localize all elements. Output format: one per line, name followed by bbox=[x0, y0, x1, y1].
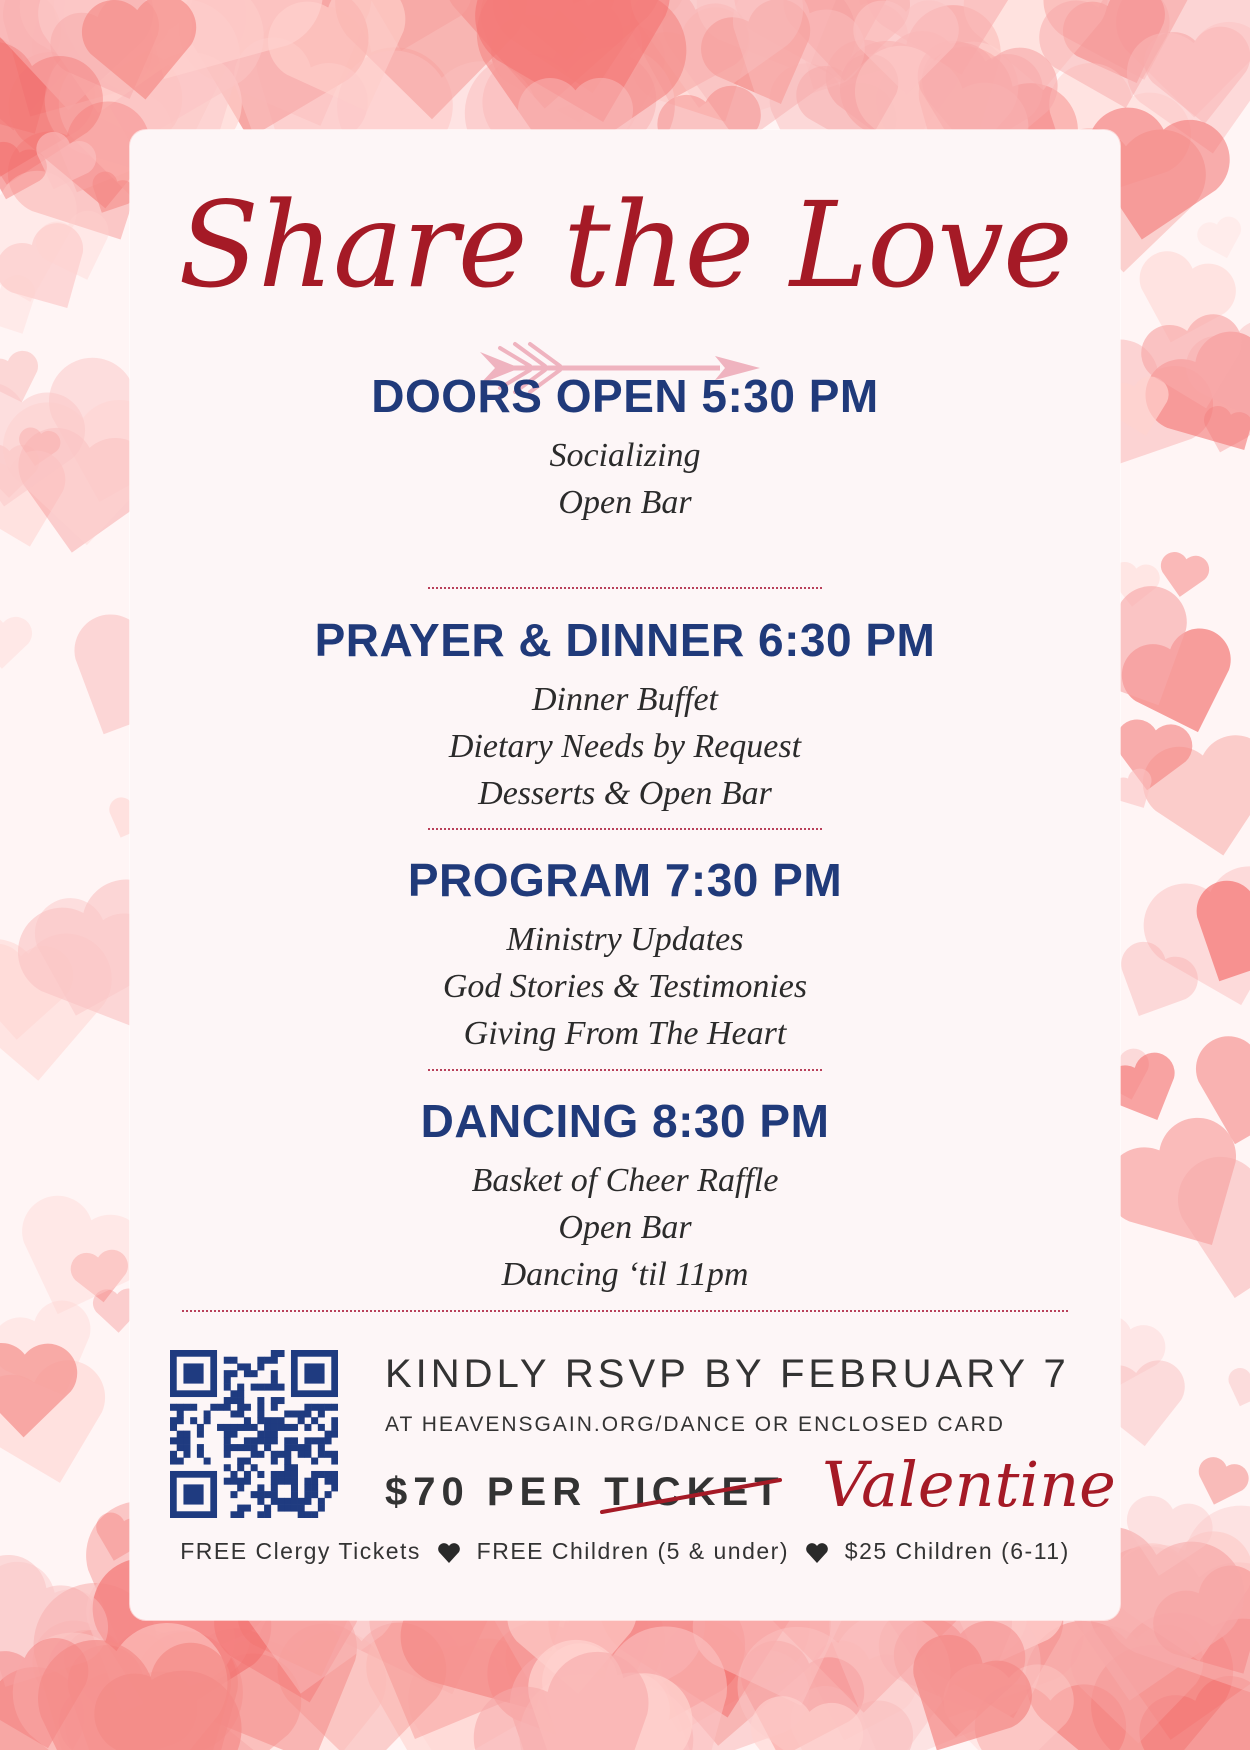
qr-module bbox=[230, 1511, 237, 1518]
qr-module bbox=[331, 1484, 338, 1491]
qr-module bbox=[311, 1511, 318, 1518]
qr-module bbox=[224, 1451, 231, 1458]
qr-module bbox=[244, 1437, 251, 1444]
qr-module bbox=[210, 1404, 217, 1411]
qr-module bbox=[318, 1444, 325, 1451]
struck-word-wrap bbox=[604, 1470, 784, 1515]
qr-module bbox=[298, 1505, 305, 1512]
qr-module bbox=[204, 1458, 211, 1465]
qr-module bbox=[264, 1431, 271, 1438]
qr-module bbox=[278, 1498, 285, 1505]
qr-module bbox=[230, 1471, 237, 1478]
qr-module bbox=[197, 1444, 204, 1451]
qr-module bbox=[244, 1458, 251, 1465]
qr-module bbox=[183, 1444, 190, 1451]
qr-module bbox=[304, 1491, 311, 1498]
qr-module bbox=[291, 1410, 298, 1417]
qr-module bbox=[257, 1491, 264, 1498]
qr-module bbox=[177, 1417, 184, 1424]
qr-module bbox=[291, 1484, 298, 1491]
qr-module bbox=[271, 1370, 278, 1377]
qr-module bbox=[237, 1390, 244, 1397]
qr-module bbox=[230, 1390, 237, 1397]
qr-module bbox=[291, 1498, 298, 1505]
footer-children-free: FREE Children (5 & under) bbox=[476, 1538, 790, 1564]
qr-module bbox=[183, 1451, 190, 1458]
event-title: Share the Love bbox=[178, 176, 1072, 314]
background-heart bbox=[1194, 214, 1248, 265]
qr-module bbox=[190, 1417, 197, 1424]
qr-code[interactable] bbox=[170, 1350, 338, 1518]
qr-module bbox=[237, 1410, 244, 1417]
qr-module bbox=[224, 1424, 231, 1431]
qr-module bbox=[278, 1384, 285, 1391]
qr-module bbox=[331, 1478, 338, 1485]
price-prefix: $70 PER bbox=[385, 1470, 605, 1514]
qr-module bbox=[237, 1424, 244, 1431]
qr-module bbox=[325, 1431, 332, 1438]
qr-module bbox=[183, 1437, 190, 1444]
qr-module bbox=[230, 1431, 237, 1438]
qr-module bbox=[284, 1444, 291, 1451]
qr-module bbox=[325, 1404, 332, 1411]
qr-module bbox=[244, 1471, 251, 1478]
qr-module bbox=[304, 1404, 311, 1411]
qr-module bbox=[304, 1437, 311, 1444]
qr-module bbox=[318, 1505, 325, 1512]
section-heading: PROGRAM 7:30 PM bbox=[407, 854, 843, 906]
qr-module bbox=[237, 1363, 244, 1370]
qr-module bbox=[244, 1417, 251, 1424]
qr-module bbox=[304, 1424, 311, 1431]
qr-module bbox=[291, 1478, 298, 1485]
qr-module bbox=[298, 1410, 305, 1417]
qr-module bbox=[177, 1404, 184, 1411]
section-item: Open Bar bbox=[558, 1209, 692, 1246]
qr-module bbox=[177, 1410, 184, 1417]
qr-module bbox=[311, 1404, 318, 1411]
ticket-footer bbox=[130, 1538, 1120, 1565]
qr-module bbox=[257, 1397, 264, 1404]
qr-module bbox=[230, 1424, 237, 1431]
qr-module bbox=[271, 1397, 278, 1404]
qr-module bbox=[291, 1471, 298, 1478]
qr-module bbox=[311, 1491, 318, 1498]
qr-module bbox=[304, 1363, 324, 1383]
qr-module bbox=[257, 1511, 264, 1518]
section-item: Dietary Needs by Request bbox=[448, 728, 802, 765]
qr-module bbox=[230, 1397, 237, 1404]
qr-module bbox=[271, 1350, 278, 1357]
section-heading: DOORS OPEN 5:30 PM bbox=[371, 370, 879, 422]
qr-module bbox=[318, 1498, 325, 1505]
qr-module bbox=[237, 1397, 244, 1404]
qr-module bbox=[298, 1498, 305, 1505]
qr-module bbox=[251, 1437, 258, 1444]
section-item: God Stories & Testimonies bbox=[442, 968, 808, 1005]
qr-module bbox=[278, 1417, 285, 1424]
qr-module bbox=[284, 1464, 291, 1471]
qr-module bbox=[304, 1484, 311, 1491]
qr-module bbox=[237, 1458, 244, 1465]
qr-module bbox=[271, 1384, 278, 1391]
qr-module bbox=[183, 1484, 203, 1504]
qr-module bbox=[271, 1471, 278, 1478]
divider bbox=[428, 587, 822, 589]
qr-module bbox=[271, 1437, 278, 1444]
qr-module bbox=[325, 1478, 332, 1485]
section-dancing bbox=[130, 1093, 1120, 1298]
qr-module bbox=[224, 1397, 231, 1404]
qr-module bbox=[224, 1478, 231, 1485]
qr-module bbox=[177, 1437, 184, 1444]
section-doors-open bbox=[130, 368, 1120, 526]
qr-module bbox=[170, 1451, 177, 1458]
background-heart bbox=[1190, 1453, 1250, 1512]
qr-module bbox=[311, 1484, 318, 1491]
price-struck-word: TICKET bbox=[604, 1470, 785, 1514]
qr-module bbox=[177, 1458, 184, 1465]
heart-icon bbox=[437, 1542, 461, 1564]
qr-module bbox=[298, 1511, 305, 1518]
qr-module bbox=[197, 1451, 204, 1458]
qr-module bbox=[271, 1491, 278, 1498]
qr-module bbox=[183, 1431, 190, 1438]
qr-module bbox=[284, 1410, 291, 1417]
qr-module bbox=[224, 1404, 231, 1411]
qr-module bbox=[237, 1484, 244, 1491]
qr-module bbox=[311, 1458, 318, 1465]
qr-module bbox=[257, 1384, 264, 1391]
qr-module bbox=[278, 1424, 285, 1431]
divider bbox=[428, 828, 822, 830]
qr-module bbox=[331, 1431, 338, 1438]
section-program bbox=[130, 852, 1120, 1057]
qr-module bbox=[257, 1404, 264, 1411]
rsvp-website: AT HEAVENSGAIN.ORG/DANCE OR ENCLOSED CARD bbox=[385, 1413, 1005, 1436]
qr-module bbox=[217, 1404, 224, 1411]
qr-module bbox=[257, 1431, 264, 1438]
qr-module bbox=[224, 1370, 231, 1377]
qr-module bbox=[230, 1478, 237, 1485]
qr-module bbox=[230, 1491, 237, 1498]
qr-module bbox=[331, 1424, 338, 1431]
qr-module bbox=[318, 1424, 325, 1431]
qr-module bbox=[257, 1437, 264, 1444]
qr-module bbox=[237, 1384, 244, 1391]
qr-module bbox=[237, 1464, 244, 1471]
qr-module bbox=[318, 1451, 325, 1458]
qr-module bbox=[284, 1471, 291, 1478]
qr-module bbox=[264, 1511, 271, 1518]
qr-module bbox=[264, 1417, 271, 1424]
qr-module bbox=[230, 1370, 237, 1377]
qr-module bbox=[271, 1404, 278, 1411]
qr-module bbox=[224, 1384, 231, 1391]
qr-module bbox=[271, 1478, 278, 1485]
qr-module bbox=[230, 1444, 237, 1451]
qr-module bbox=[244, 1370, 251, 1377]
qr-module bbox=[251, 1491, 258, 1498]
qr-module bbox=[244, 1424, 251, 1431]
qr-module bbox=[257, 1498, 264, 1505]
qr-module bbox=[331, 1451, 338, 1458]
section-item: Basket of Cheer Raffle bbox=[471, 1162, 779, 1199]
qr-module bbox=[177, 1431, 184, 1438]
qr-module bbox=[304, 1478, 311, 1485]
qr-module bbox=[298, 1417, 305, 1424]
qr-module bbox=[284, 1478, 291, 1485]
event-card bbox=[130, 130, 1120, 1620]
section-prayer-dinner bbox=[130, 612, 1120, 817]
qr-module bbox=[325, 1491, 332, 1498]
qr-module bbox=[224, 1377, 231, 1384]
qr-module bbox=[271, 1424, 278, 1431]
qr-module bbox=[304, 1444, 311, 1451]
qr-module bbox=[271, 1377, 278, 1384]
qr-module bbox=[204, 1417, 211, 1424]
qr-module bbox=[224, 1464, 231, 1471]
qr-module bbox=[278, 1505, 285, 1512]
qr-module bbox=[177, 1444, 184, 1451]
qr-module bbox=[311, 1478, 318, 1485]
qr-module bbox=[264, 1357, 271, 1364]
qr-module bbox=[237, 1404, 244, 1411]
qr-module bbox=[251, 1370, 258, 1377]
qr-module bbox=[291, 1491, 298, 1498]
qr-module bbox=[325, 1471, 332, 1478]
qr-module bbox=[264, 1491, 271, 1498]
qr-module bbox=[264, 1437, 271, 1444]
qr-module bbox=[271, 1431, 278, 1438]
qr-module bbox=[224, 1357, 231, 1364]
qr-module bbox=[244, 1478, 251, 1485]
qr-module bbox=[318, 1471, 325, 1478]
section-item: Desserts & Open Bar bbox=[478, 775, 772, 812]
qr-module bbox=[170, 1404, 177, 1411]
qr-module bbox=[291, 1424, 298, 1431]
background-heart bbox=[1221, 1365, 1250, 1413]
qr-module bbox=[278, 1478, 285, 1485]
qr-module bbox=[264, 1424, 271, 1431]
qr-module bbox=[251, 1384, 258, 1391]
qr-module bbox=[237, 1478, 244, 1485]
qr-module bbox=[237, 1511, 244, 1518]
qr-module bbox=[264, 1444, 271, 1451]
section-item: Ministry Updates bbox=[506, 921, 744, 958]
qr-module bbox=[230, 1410, 237, 1417]
qr-module bbox=[204, 1410, 211, 1417]
qr-module bbox=[190, 1404, 197, 1411]
qr-module bbox=[331, 1471, 338, 1478]
qr-module bbox=[251, 1451, 258, 1458]
qr-module bbox=[298, 1451, 305, 1458]
qr-module bbox=[331, 1404, 338, 1411]
qr-module bbox=[284, 1451, 291, 1458]
valentine-replacement: Valentine bbox=[822, 1448, 1116, 1521]
qr-module bbox=[224, 1444, 231, 1451]
qr-module bbox=[244, 1404, 251, 1411]
strikethrough-mark bbox=[600, 1476, 785, 1516]
qr-module bbox=[183, 1404, 190, 1411]
qr-module bbox=[298, 1444, 305, 1451]
qr-module bbox=[244, 1444, 251, 1451]
qr-module bbox=[278, 1471, 285, 1478]
section-heading: PRAYER & DINNER 6:30 PM bbox=[314, 614, 936, 666]
qr-module bbox=[284, 1424, 291, 1431]
qr-module bbox=[257, 1484, 264, 1491]
qr-module bbox=[318, 1410, 325, 1417]
qr-module bbox=[331, 1417, 338, 1424]
qr-module bbox=[271, 1451, 278, 1458]
qr-module bbox=[331, 1458, 338, 1465]
qr-module bbox=[264, 1384, 271, 1391]
divider bbox=[182, 1310, 1068, 1312]
qr-module bbox=[278, 1350, 285, 1357]
qr-module bbox=[304, 1511, 311, 1518]
qr-module bbox=[264, 1505, 271, 1512]
qr-module bbox=[170, 1424, 177, 1431]
qr-module bbox=[257, 1451, 264, 1458]
qr-module bbox=[284, 1498, 291, 1505]
qr-module bbox=[318, 1404, 325, 1411]
qr-module bbox=[291, 1505, 298, 1512]
qr-module bbox=[183, 1363, 203, 1383]
qr-module bbox=[224, 1431, 231, 1438]
qr-module bbox=[197, 1424, 204, 1431]
qr-module bbox=[318, 1437, 325, 1444]
qr-module bbox=[251, 1464, 258, 1471]
qr-module bbox=[271, 1417, 278, 1424]
section-item: Giving From The Heart bbox=[463, 1015, 787, 1052]
qr-module bbox=[271, 1357, 278, 1364]
footer-children-paid: $25 Children (6-11) bbox=[844, 1538, 1070, 1564]
qr-module bbox=[251, 1444, 258, 1451]
qr-module bbox=[271, 1498, 278, 1505]
qr-module bbox=[230, 1357, 237, 1364]
qr-module bbox=[291, 1437, 298, 1444]
qr-module bbox=[237, 1444, 244, 1451]
section-item: Open Bar bbox=[558, 484, 692, 521]
qr-module bbox=[311, 1437, 318, 1444]
qr-module bbox=[244, 1363, 251, 1370]
qr-module bbox=[197, 1431, 204, 1438]
qr-module bbox=[278, 1451, 285, 1458]
qr-module bbox=[284, 1505, 291, 1512]
qr-module bbox=[278, 1397, 285, 1404]
qr-module bbox=[304, 1410, 311, 1417]
qr-module bbox=[257, 1363, 264, 1370]
section-item: Dinner Buffet bbox=[531, 681, 719, 718]
heart-icon bbox=[805, 1542, 829, 1564]
qr-module bbox=[170, 1417, 177, 1424]
qr-module bbox=[325, 1451, 332, 1458]
qr-module bbox=[271, 1484, 278, 1491]
qr-module bbox=[291, 1444, 298, 1451]
qr-module bbox=[311, 1471, 318, 1478]
footer-clergy: FREE Clergy Tickets bbox=[180, 1538, 421, 1564]
qr-module bbox=[251, 1424, 258, 1431]
divider bbox=[428, 1069, 822, 1071]
qr-module bbox=[257, 1410, 264, 1417]
qr-module bbox=[257, 1417, 264, 1424]
rsvp-deadline: KINDLY RSVP BY FEBRUARY 7 bbox=[385, 1352, 1070, 1396]
qr-module bbox=[304, 1451, 311, 1458]
qr-module bbox=[257, 1357, 264, 1364]
qr-module bbox=[170, 1458, 177, 1465]
section-item: Socializing bbox=[549, 437, 701, 474]
qr-module bbox=[271, 1458, 278, 1465]
qr-module bbox=[311, 1417, 318, 1424]
qr-module bbox=[284, 1437, 291, 1444]
section-heading: DANCING 8:30 PM bbox=[420, 1095, 830, 1147]
section-item: Dancing ‘til 11pm bbox=[501, 1256, 749, 1293]
ticket-price bbox=[385, 1470, 785, 1515]
qr-module bbox=[244, 1505, 251, 1512]
qr-module bbox=[325, 1437, 332, 1444]
background-heart bbox=[0, 616, 32, 670]
qr-module bbox=[217, 1424, 224, 1431]
qr-module bbox=[170, 1437, 177, 1444]
qr-module bbox=[224, 1437, 231, 1444]
qr-module bbox=[257, 1471, 264, 1478]
qr-module bbox=[284, 1458, 291, 1465]
qr-module bbox=[291, 1464, 298, 1471]
qr-module bbox=[304, 1498, 311, 1505]
qr-module bbox=[237, 1505, 244, 1512]
